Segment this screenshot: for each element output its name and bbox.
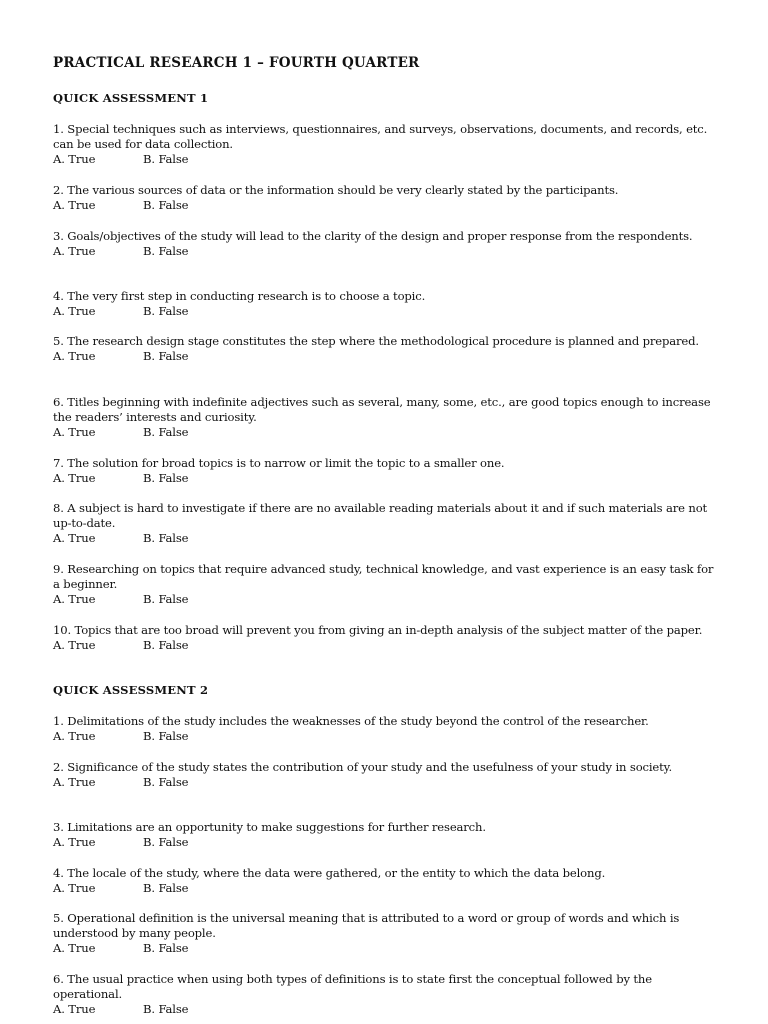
question-item: [53, 395, 721, 441]
option-false: B. False: [143, 881, 189, 896]
answer-options: [53, 304, 721, 319]
question-text: 7. The solution for broad topics is to narrow or limit the topic to a smaller one.: [53, 456, 505, 470]
question-item: [53, 562, 721, 608]
question-item: [53, 714, 721, 744]
option-false: B. False: [143, 198, 189, 213]
answer-options: [53, 941, 721, 956]
option-false: B. False: [143, 531, 189, 546]
answer-options: [53, 531, 721, 546]
question-item: [53, 820, 721, 850]
option-true: A. True: [53, 152, 96, 167]
question-text: 2. The various sources of data or the information should be very clearly stated by the participants.: [53, 183, 619, 197]
answer-options: [53, 729, 721, 744]
question-item: [53, 911, 721, 957]
option-true: A. True: [53, 638, 96, 653]
answer-options: [53, 198, 721, 213]
option-false: B. False: [143, 152, 189, 167]
option-false: B. False: [143, 729, 189, 744]
answer-options: [53, 881, 721, 896]
option-false: B. False: [143, 244, 189, 259]
answer-options: [53, 835, 721, 850]
question-text: 2. Significance of the study states the contribution of your study and the usefulness of your study in society.: [53, 760, 673, 774]
question-item: [53, 456, 721, 486]
option-false: B. False: [143, 775, 189, 790]
answer-options: [53, 244, 721, 259]
question-text: 4. The locale of the study, where the data were gathered, or the entity to which the data belong.: [53, 866, 606, 880]
option-true: A. True: [53, 592, 96, 607]
document-title: PRACTICAL RESEARCH 1 – FOURTH QUARTER: [53, 55, 420, 71]
question-item: [53, 866, 721, 896]
option-false: B. False: [143, 425, 189, 440]
section-heading-quick-assessment-2: QUICK ASSESSMENT 2: [53, 683, 209, 697]
question-item: [53, 623, 721, 653]
question-item: [53, 501, 721, 547]
answer-options: [53, 425, 721, 440]
question-text: 1. Special techniques such as interviews, questionnaires, and surveys, observations, documents, and records, etc. can be used for data collection.: [53, 122, 708, 152]
answer-options: [53, 592, 721, 607]
option-false: B. False: [143, 1002, 189, 1017]
question-item: [53, 972, 721, 1018]
option-false: B. False: [143, 638, 189, 653]
question-text: 3. Limitations are an opportunity to make suggestions for further research.: [53, 820, 486, 834]
option-false: B. False: [143, 304, 189, 319]
option-false: B. False: [143, 349, 189, 364]
question-text: 3. Goals/objectives of the study will lead to the clarity of the design and proper response from the respondents.: [53, 229, 693, 243]
question-item: [53, 760, 721, 790]
option-true: A. True: [53, 471, 96, 486]
option-false: B. False: [143, 471, 189, 486]
question-text: 6. The usual practice when using both types of definitions is to state first the conceptual followed by the operational.: [53, 972, 652, 1002]
question-text: 4. The very first step in conducting research is to choose a topic.: [53, 289, 426, 303]
answer-options: [53, 638, 721, 653]
answer-options: [53, 349, 721, 364]
option-true: A. True: [53, 425, 96, 440]
question-text: 10. Topics that are too broad will prevent you from giving an in-depth analysis of the subject matter of the paper.: [53, 623, 703, 637]
option-true: A. True: [53, 881, 96, 896]
question-item: [53, 183, 721, 213]
question-text: 8. A subject is hard to investigate if there are no available reading materials about it and if such materials are not up-to-date.: [53, 501, 708, 531]
option-true: A. True: [53, 835, 96, 850]
question-text: 9. Researching on topics that require advanced study, technical knowledge, and vast experience is an easy task for a beginner.: [53, 562, 714, 592]
answer-options: [53, 471, 721, 486]
option-false: B. False: [143, 941, 189, 956]
question-text: 6. Titles beginning with indefinite adjectives such as several, many, some, etc., are good topics enough to increase the readers’ interests and curiosity.: [53, 395, 711, 425]
option-true: A. True: [53, 244, 96, 259]
answer-options: [53, 775, 721, 790]
option-true: A. True: [53, 941, 96, 956]
option-false: B. False: [143, 592, 189, 607]
section-heading-quick-assessment-1: QUICK ASSESSMENT 1: [53, 91, 209, 105]
option-true: A. True: [53, 304, 96, 319]
option-true: A. True: [53, 531, 96, 546]
option-true: A. True: [53, 1002, 96, 1017]
question-text: 5. The research design stage constitutes the step where the methodological procedure is planned and prepared.: [53, 334, 699, 348]
option-true: A. True: [53, 198, 96, 213]
option-true: A. True: [53, 775, 96, 790]
question-item: [53, 289, 721, 319]
question-text: 1. Delimitations of the study includes the weaknesses of the study beyond the control of the researcher.: [53, 714, 649, 728]
option-true: A. True: [53, 349, 96, 364]
question-text: 5. Operational definition is the universal meaning that is attributed to a word or group of words and which is understood by many people.: [53, 911, 680, 941]
question-item: [53, 122, 721, 168]
option-true: A. True: [53, 729, 96, 744]
answer-options: [53, 152, 721, 167]
question-item: [53, 229, 721, 259]
option-false: B. False: [143, 835, 189, 850]
answer-options: [53, 1002, 721, 1017]
question-item: [53, 334, 721, 364]
